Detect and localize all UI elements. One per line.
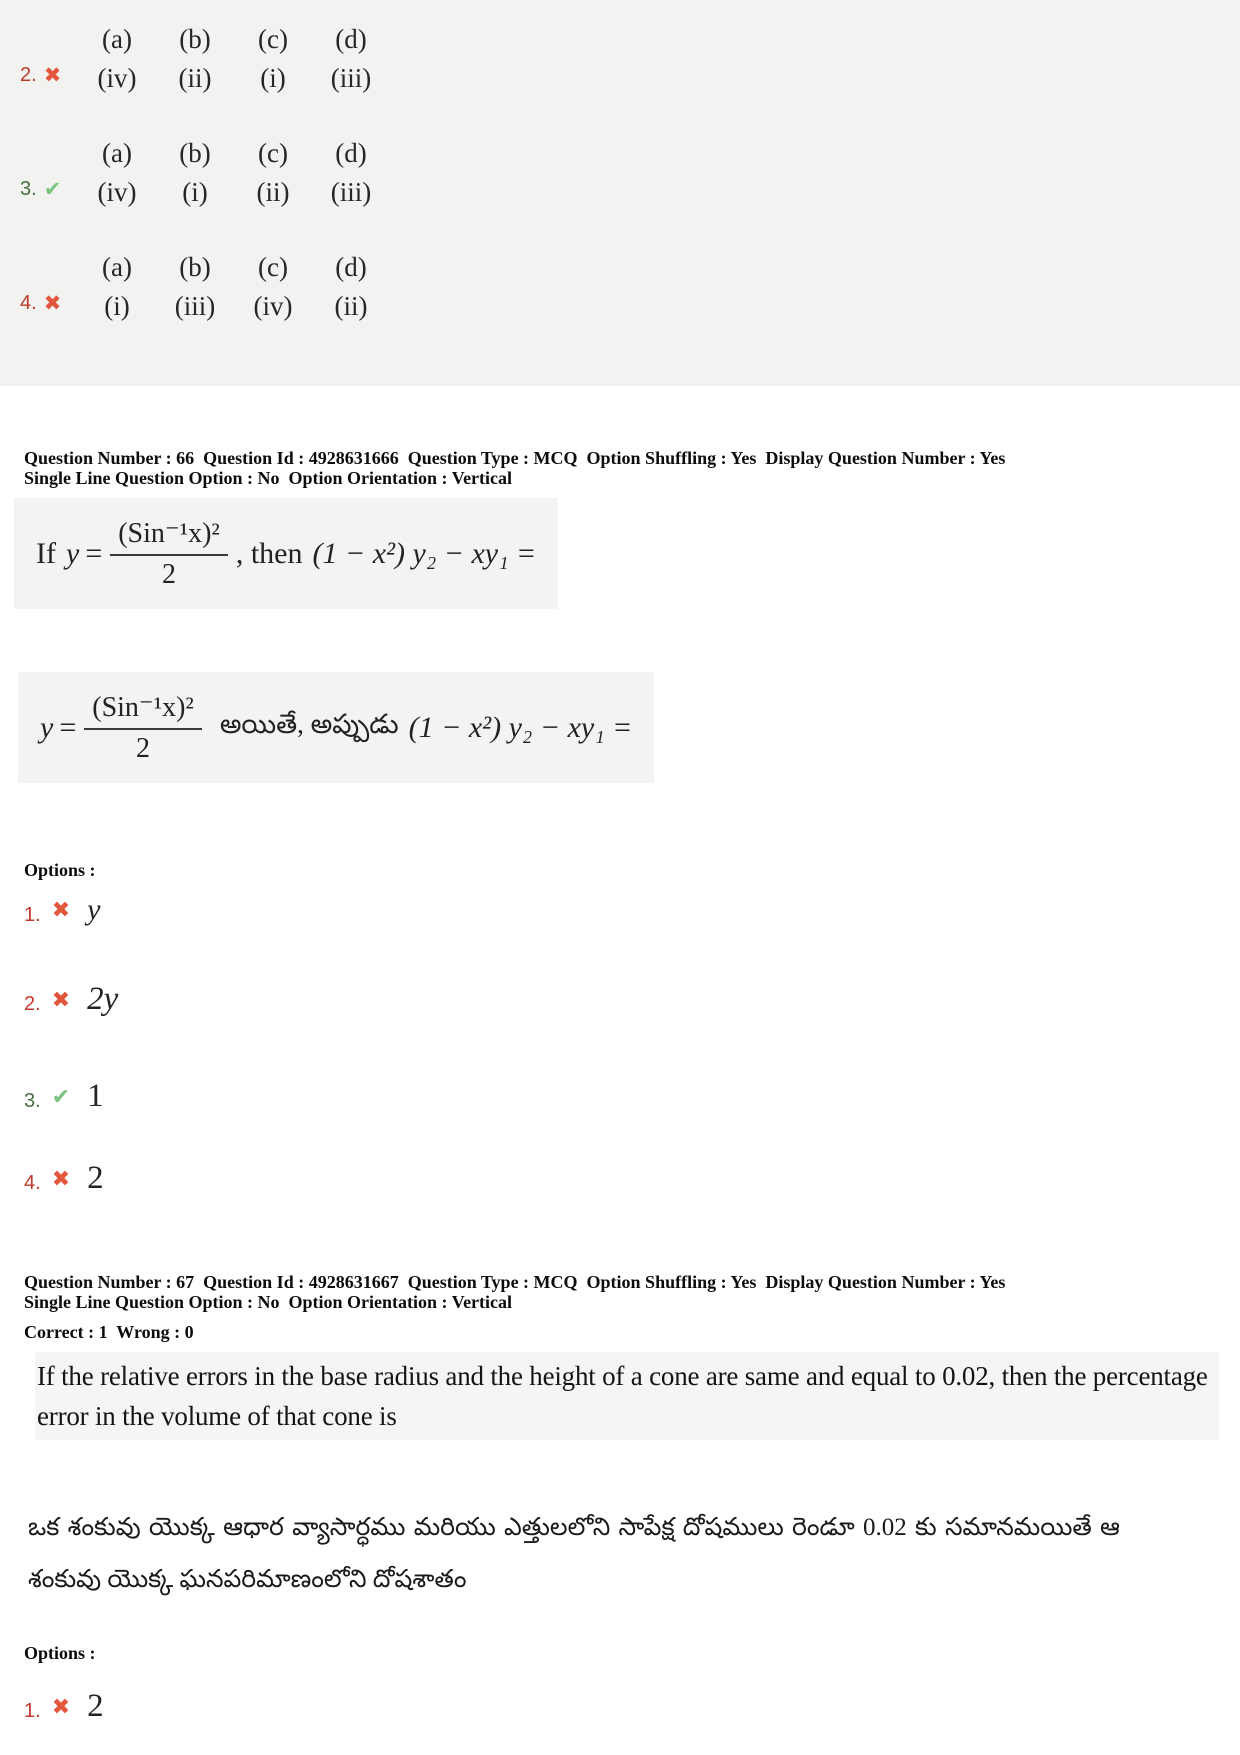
option-column-d	[312, 24, 390, 94]
option-value: y	[87, 893, 101, 926]
option-column-a	[78, 252, 156, 322]
formula-lhs: y	[40, 710, 54, 744]
option-value: 2	[87, 1160, 104, 1196]
cross-icon: ✖	[51, 986, 71, 1012]
column-header: (a)	[102, 24, 132, 54]
cross-icon: ✖	[51, 897, 71, 922]
column-header: (b)	[179, 138, 211, 168]
formula-connector: , then	[235, 536, 303, 570]
option-columns	[78, 252, 390, 322]
matching-option-row-3	[20, 138, 390, 208]
question-meta-line: Question Number : 67 Question Id : 4928631667 Question Type : MCQ Option Shuffling : Yes Display Question Number : Yes	[24, 1272, 1006, 1292]
column-header: (c)	[258, 252, 288, 282]
cross-icon: ✖	[51, 1165, 71, 1191]
option-row-label	[20, 292, 78, 322]
column-value: (iv)	[97, 63, 137, 93]
question-67-text-english: If the relative errors in the base radius and the height of a cone are same and equal to 0.02, then the percentage error in the volume of that cone is	[35, 1352, 1219, 1440]
option-number: 3.	[20, 178, 37, 200]
fraction	[110, 516, 228, 591]
column-value: (i)	[182, 177, 208, 207]
question-meta-line: Question Number : 66 Question Id : 4928631666 Question Type : MCQ Option Shuffling : Yes Display Question Number : Yes	[24, 448, 1006, 468]
option-columns	[78, 138, 390, 208]
check-icon: ✔	[51, 1083, 71, 1109]
option-column-d	[312, 252, 390, 322]
option-2	[24, 981, 118, 1018]
question-67-metadata	[24, 1272, 1224, 1342]
option-column-c	[234, 24, 312, 94]
options-heading: Options :	[24, 1643, 96, 1663]
formula-prefix: If	[36, 536, 56, 570]
column-header: (a)	[102, 138, 132, 168]
question-meta-line: Single Line Question Option : No Option Orientation : Vertical	[24, 468, 513, 488]
option-number: 2.	[20, 64, 37, 86]
column-header: (c)	[258, 24, 288, 54]
column-value: (iv)	[97, 177, 137, 207]
column-header: (c)	[258, 138, 288, 168]
option-number: 2.	[24, 993, 41, 1015]
option-row-label	[20, 64, 78, 94]
question-marks-line: Correct : 1 Wrong : 0	[24, 1322, 194, 1342]
question-66-formula-english	[14, 498, 558, 609]
option-number: 4.	[20, 292, 37, 314]
column-value: (iv)	[253, 291, 293, 321]
option-row-label	[20, 178, 78, 208]
option-columns	[78, 24, 390, 94]
column-value: (iii)	[330, 63, 372, 93]
formula-rhs: (1 − x²) y₂ − xy₁ =	[408, 710, 633, 744]
option-column-b	[156, 138, 234, 208]
option-column-d	[312, 138, 390, 208]
option-number: 3.	[24, 1090, 41, 1112]
option-column-c	[234, 138, 312, 208]
cross-icon: ✖	[43, 63, 62, 87]
question-66-formula-telugu	[18, 672, 654, 783]
option-column-a	[78, 24, 156, 94]
column-value: (ii)	[178, 63, 212, 93]
column-header: (d)	[335, 24, 367, 54]
column-header: (b)	[179, 24, 211, 54]
fraction	[84, 690, 202, 765]
matching-option-row-2	[20, 24, 390, 94]
option-4	[24, 1160, 104, 1197]
option-3	[24, 1078, 104, 1115]
cross-icon: ✖	[51, 1693, 71, 1719]
column-header: (a)	[102, 252, 132, 282]
fraction-denominator: 2	[162, 559, 177, 590]
column-header: (d)	[335, 252, 367, 282]
option-column-b	[156, 252, 234, 322]
question-67-text-telugu: ఒక శంకువు యొక్క ఆధార వ్యాసార్ధము మరియు ఎత్తులలోని సాపేక్ష దోషములు రెండూ 0.02 కు సమానమయితే ఆ శంకువు యొక్క ఘనపరిమాణంలోని దోషశాతం	[28, 1514, 1120, 1593]
options-heading: Options :	[24, 860, 96, 880]
column-value: (iii)	[174, 291, 216, 321]
formula-rhs: (1 − x²) y₂ − xy₁ =	[312, 536, 537, 570]
fraction-numerator: (Sin⁻¹x)²	[84, 690, 202, 730]
option-number: 1.	[24, 1700, 41, 1722]
option-1	[24, 893, 100, 927]
column-value: (i)	[104, 291, 130, 321]
fraction-denominator: 2	[136, 733, 151, 764]
column-value: (iii)	[330, 177, 372, 207]
matching-option-row-4	[20, 252, 390, 322]
cross-icon: ✖	[43, 291, 62, 315]
option-column-c	[234, 252, 312, 322]
column-value: (ii)	[256, 177, 290, 207]
option-number: 4.	[24, 1172, 41, 1194]
fraction-numerator: (Sin⁻¹x)²	[110, 516, 228, 556]
equals-sign: =	[59, 710, 77, 744]
option-column-a	[78, 138, 156, 208]
option-value: 2	[87, 1688, 104, 1724]
column-header: (d)	[335, 138, 367, 168]
option-value: 1	[87, 1078, 104, 1114]
question-meta-line: Single Line Question Option : No Option Orientation : Vertical	[24, 1292, 513, 1312]
column-value: (ii)	[334, 291, 368, 321]
option-value: 2y	[87, 981, 119, 1017]
option-column-b	[156, 24, 234, 94]
column-value: (i)	[260, 63, 286, 93]
matching-answer-table	[20, 24, 390, 366]
option-number: 1.	[24, 903, 41, 926]
option-1	[24, 1688, 104, 1725]
formula-lhs: y	[65, 536, 80, 570]
equals-sign: =	[85, 536, 103, 570]
formula-connector-telugu: అయితే, అప్పుడు	[219, 708, 399, 739]
check-icon: ✔	[43, 177, 62, 201]
column-header: (b)	[179, 252, 211, 282]
